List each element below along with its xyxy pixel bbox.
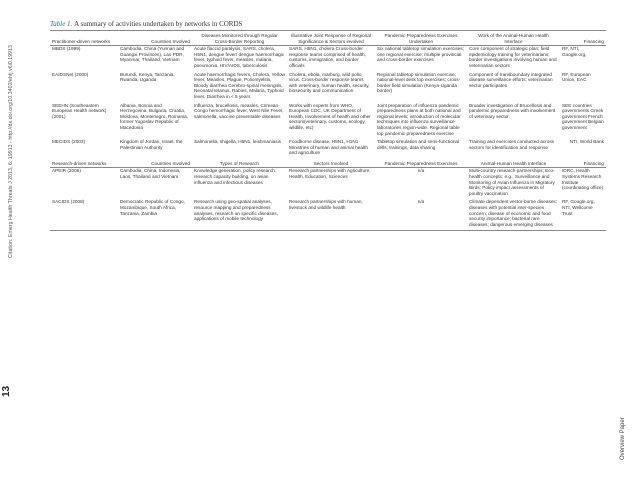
table-container	[50, 20, 606, 231]
table-row	[50, 103, 606, 140]
table-cell: Component of transboundary integrated disease surveillance efforts; veterinarian sector participates	[469, 71, 553, 88]
table-row	[50, 72, 606, 103]
table-cell: Kingdom of Jordan, Israel, the Palestinian Authority	[120, 139, 183, 150]
section-label-text: Overview Paper	[620, 417, 626, 460]
table-cell: Cambodia, China, Indonesia, Laos, Thailand and Vietnam	[120, 168, 181, 180]
table-cell: Multi-country research partnerships; Eco-health concepts; e.g., Surveillance and Monitoring of Avian Influenza in Migratory Birds; Policy impact assessments of poultry vaccination	[469, 168, 555, 196]
column-header: Animal-Human Health Interface	[467, 159, 560, 168]
column-header: Research-driven networks	[50, 159, 118, 168]
table-cell: APEIR (2006)	[52, 168, 81, 174]
column-header: Countries Involved	[118, 159, 192, 168]
table-caption	[50, 20, 606, 28]
table-cell: n/a	[417, 168, 425, 174]
table-cell: Acute haemorrhagic fevers, Cholera, Yellow fever, Measles, Plague, Poliomyelitis, Bloody diarrhea Cerebro-spinal meningitis, Neonatal tetanus, Rabies, Malaria, Typhoid fever, Diarrhea in < 5 years	[194, 71, 285, 99]
table-cell: Cambodia, China (Yunnan and Guangxi Provinces), Lao PDR, Myanmar, Thailand, Vietnam	[120, 46, 185, 63]
table-cell: Albania, Bosnia and Herzegovina, Bulgaria, Croatia, Moldova, Montenegro, Romania, former Yugoslav Republic of Macedonia	[120, 102, 189, 130]
table-cell: Research partnerships with human, livestock and wildlife health	[287, 199, 375, 230]
table-cell: Climate dependent vector-borne diseases; diseases with potential inter-species concern; disease of economic and food security importance; bacterial rare diseases; dangerous emerging diseases	[467, 199, 560, 230]
column-header: Practitioner-driven networks	[50, 31, 118, 46]
table-cell: Influenza, brucellosis, measles, Crimean-Congo hemorrhagic fever, West Nile Fever, salmonella; vaccine preventable diseases	[194, 102, 284, 119]
table-cell: SACIDS (2008)	[50, 199, 118, 230]
table-label: Table 1.	[50, 20, 73, 28]
table-cell: Six national tabletop simulation exercises; one regional exercise; multiple provincial and cross-border exercises	[377, 46, 465, 63]
citation-text: Citation: Emerg Health Threats J 2013, 6: 19913 - http://dx.doi.org/10.3402/ehtj.v6i0.19913	[8, 45, 14, 258]
column-header: Financing	[560, 159, 606, 168]
column-header: Pandemic Preparedness Exercises	[375, 159, 467, 168]
table-row	[50, 168, 606, 199]
table-cell: Core component of strategic plan; field epidemiology training for veterinarians; border investigations involving human and veterinarian sectors	[469, 46, 557, 68]
table-cell: Foodborne disease, H5N1, H1N1 Ministries of human and animal health and agriculture	[289, 139, 368, 156]
column-header: Countries Involved	[118, 31, 192, 46]
table-cell: Democratic Republic of Congo, Mozambique, South Africa, Tanzania, Zambia	[118, 199, 192, 230]
table-cell: Acute flaccid paralysis, SARS, cholera, H5N1, dengue fever/ dengue haemorrhagic fever, typhoid fever, measles, malaria, pneumonia, HIV/AIDS, tuberculosis	[194, 46, 285, 68]
column-header: Illustrative Joint Response of Regional Significance & Sectors involved	[287, 31, 375, 46]
table-cell: RF, European Union, EAC	[562, 71, 591, 83]
table-cell: Regional tabletop simulation exercise; national-level desk top exercises; cross-border field simulation (Kenya-Uganda border)	[377, 71, 461, 94]
table-cell: NTI, World Bank	[569, 139, 604, 145]
table-cell: SEEHN (Southeastern European Health network) (2001)	[52, 102, 107, 119]
header-row-research	[50, 159, 606, 168]
table-cell: Training and exercises conducted across sectors for identification and response	[469, 139, 555, 150]
table-cell: Salmonella, shigella, H5N1, leishmaniasis	[194, 139, 282, 145]
table-cell: Research partnerships with Agriculture, Health, Education, Sciences	[289, 168, 371, 180]
table-cell: Burundi, Kenya, Tanzania, Rwanda, Uganda	[120, 71, 175, 83]
table-cell: EAIDSNet (2000)	[52, 71, 89, 77]
citation-sidebar	[6, 18, 22, 258]
table-cell: Tabletop simulation and semi-functional drills; trainings, data sharing	[377, 139, 460, 150]
table-cell: Knowledge generation, policy research, research capacity building, on avian influenza and infectious diseases	[194, 168, 277, 185]
table-cell: n/a	[375, 199, 467, 230]
table-title: A summary of activities undertaken by networks in CORDS	[74, 20, 243, 28]
column-header: Pandemic Preparedness Exercises Undertaken	[375, 31, 467, 46]
table-cell: Broader investigation of Brucellosis and pandemic preparedness with involvement of veterinary sector.	[469, 102, 556, 119]
table-cell: MECIDS (2003)	[52, 139, 86, 145]
table-cell: MBDS (1999)	[52, 46, 81, 52]
table-row	[50, 199, 606, 230]
table-cell: Research using geo-spatial analyses, resource mapping and preparedness analyses, research on specific diseases, applications of mobile technology	[192, 199, 287, 230]
column-header: Sectors Involved	[287, 159, 375, 168]
header-row-practitioner	[50, 31, 606, 46]
table-row	[50, 46, 606, 72]
table-row	[50, 139, 606, 159]
table-cell: IDRC, Health Systems Research Institute (coordinating office)	[562, 168, 604, 191]
column-header: Diseases Monitored through Regular Cross-Border Reporting	[192, 31, 287, 46]
table-cell: Cholera, ebola, marburg, wild polio virus. Cross-border response teams with veterinary, human health, security, biosecurity and communication	[289, 71, 370, 94]
table-cell: SARS, H5N1, cholera Cross-border response teams comprised of health, customs, immigration, and border officials	[289, 46, 366, 68]
page-number: 13	[1, 385, 12, 397]
column-header: Work of the Animal-Human Health Interface	[467, 31, 560, 46]
table-cell: Joint preparation of influenza pandemic preparedness plans at both national and regional levels; introduction of molecular techniques into influenza surveillance laboratories region-wide. Regional table top pandemic preparedness exercise	[377, 102, 461, 136]
table-cell: Works with experts from WHO, European CDC, UK Department of Health, Involvement of health and other sectors(veterinary, customs, ecology, wildlife, etc)	[289, 102, 371, 130]
table-cell: RF, Google.org, NTI, Wellcome Trust	[560, 199, 606, 230]
column-header: Types of Research	[192, 159, 287, 168]
section-label	[620, 400, 632, 460]
column-header: Financing	[560, 31, 606, 46]
table-cell: SEE countries governments Greek government French government Belgian government	[562, 102, 604, 130]
table-cell: RF, NTI, Google.org,	[562, 46, 587, 57]
activities-table	[50, 30, 606, 231]
